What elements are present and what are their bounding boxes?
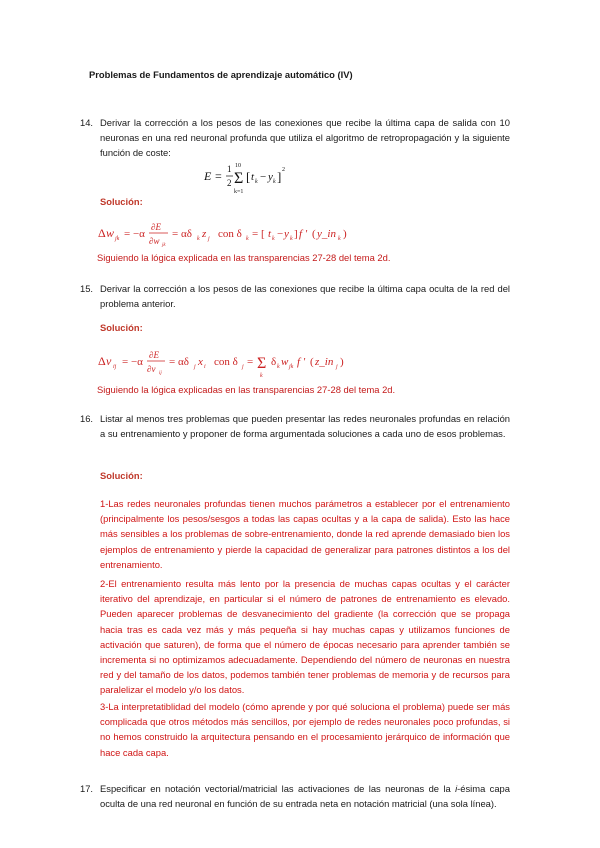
svg-text:z_in: z_in [315, 356, 334, 368]
page-title: Problemas de Fundamentos de aprendizaje automático (IV) [89, 69, 353, 80]
svg-text:]: ] [277, 169, 282, 184]
svg-text:v: v [106, 354, 112, 368]
svg-text:Σ: Σ [234, 170, 244, 187]
problem-14-text: Derivar la corrección a los pesos de las conexiones que recibe la última capa de salida con 10 neuronas en una red neuronal profunda que utiliza el algoritmo de retropropagación y la siguiente función de coste: [100, 117, 510, 159]
svg-text:y: y [284, 228, 289, 240]
problem-14-note: Siguiendo la lógica explicada en las transparencias 27-28 del tema 2d. [97, 252, 391, 263]
svg-text:f ′: f ′ [299, 228, 308, 240]
svg-text:(: ( [310, 356, 314, 368]
svg-text:10: 10 [235, 163, 241, 169]
problem-14-number: 14. [80, 117, 94, 128]
svg-text:= −α: = −α [124, 228, 145, 240]
problem-17-text: Especificar en notación vectorial/matricial las activaciones de las neuronas de la i-ésima capa oculta de una red neuronal en función de su entrada neta en notación matricial (una sola línea). [100, 783, 510, 810]
problem-16-text: Listar al menos tres problemas que pueden presentar las redes neuronales profundas en relación a su entrenamiento y proponer de forma argumentada soluciones a cada uno de esos problemas. [100, 413, 510, 440]
svg-text:δ: δ [271, 356, 277, 368]
svg-text:= αδ: = αδ [172, 228, 192, 240]
svg-text:k: k [290, 236, 293, 242]
svg-text:): ) [340, 356, 344, 368]
svg-text:1: 1 [227, 164, 232, 174]
svg-text:k: k [273, 179, 276, 185]
svg-text:= [: = [ [252, 228, 265, 240]
svg-text:j: j [242, 364, 244, 370]
svg-text:z: z [202, 228, 207, 240]
problem-15-number: 15. [80, 283, 94, 294]
svg-text:): ) [343, 228, 347, 240]
svg-text:E: E [204, 169, 212, 183]
problem-15-text: Derivar la corrección a los pesos de las conexiones que recibe la última capa oculta de la red del problema anterior. [100, 283, 510, 310]
svg-text:= −α: = −α [122, 356, 143, 368]
svg-text:−: − [260, 171, 267, 183]
solution-16-paragraph-2: 2-El entrenamiento resulta más lento por la presencia de muchas capas ocultas y el carácter iterativo del aprendizaje, en particular si el número de patrones de entrenamiento es elevado. Pueden aparecer problemas de desvanecimiento del gradiente (la corrección que se propaga hacia tras es cada vez más y más pequeña si hay muchas capas y utilizamos funciones de activación que saturen), de forma que el número de épocas necesario para aprender también se incrementa si no optimizamos adecuadamente. Dependiendo del número de neuronas en nuestra red y del tamaño de los datos, podemos también tener problemas de memoria y de recursos para paralelizar el modelo y/o los datos. [100, 578, 510, 696]
svg-text:w: w [106, 226, 115, 240]
solution-15-equation [98, 344, 368, 380]
svg-text:Σ: Σ [257, 355, 267, 372]
svg-text:= αδ: = αδ [169, 356, 189, 368]
problem-16-solution-label: Solución: [100, 470, 143, 481]
svg-text:∂E: ∂E [151, 222, 161, 232]
svg-text:k: k [197, 236, 200, 242]
svg-text:j: j [208, 236, 210, 242]
svg-text:y_in: y_in [317, 228, 336, 240]
solution-14-equation [98, 218, 368, 248]
svg-text:k=1: k=1 [234, 189, 244, 195]
svg-text:i: i [204, 364, 206, 370]
svg-text:∂v: ∂v [147, 364, 156, 374]
svg-text:ij: ij [113, 364, 117, 370]
svg-text:2: 2 [282, 167, 285, 173]
svg-text:jk: jk [162, 243, 166, 248]
problem-16-number: 16. [80, 413, 94, 424]
svg-text:k: k [338, 236, 341, 242]
svg-text:k: k [272, 236, 275, 242]
svg-text:j: j [336, 364, 338, 370]
svg-text:con δ: con δ [218, 228, 242, 240]
svg-text:ij: ij [159, 371, 162, 376]
svg-text:∂E: ∂E [149, 350, 159, 360]
solution-16-paragraph-3: 3-La interpretatiblidad del modelo (cómo aprende y por qué soluciona el problema) puede ser más complicada que otros métodos más sencillos, por ejemplo de redes neuronales poco profundas, si no hemos construido la arquitectura pensando en el procesamiento jerárquico de información que hace cada capa. [100, 701, 510, 758]
solution-16-paragraph-1: 1-Las redes neuronales profundas tienen muchos parámetros a establecer por el entrenamiento (principalmente los pesos/sesgos a todas las capas ocultas y a la capa de salida). Esto las hace más sensibles a los problemas de sobre-entrenamiento, donde la red aprende demasiado bien los ejemplos de entrenamiento y pierde la capacidad de generalizar para patrones distintos a los del entrenamiento. [100, 498, 510, 570]
svg-text:∂w: ∂w [149, 236, 160, 246]
svg-text:t: t [268, 228, 272, 240]
svg-text:[: [ [246, 169, 251, 184]
svg-text:=: = [247, 356, 254, 368]
svg-text:k: k [277, 364, 280, 370]
problem-15-note: Siguiendo la lógica explicadas en las transparencias 27-28 del tema 2d. [97, 384, 396, 395]
problem-15-solution-label: Solución: [100, 322, 143, 333]
svg-text:]: ] [294, 228, 298, 240]
svg-text:jk: jk [115, 236, 120, 242]
svg-text:2: 2 [227, 178, 232, 188]
problem-17-number: 17. [80, 783, 94, 794]
cost-function-equation [200, 158, 290, 196]
svg-text:=: = [215, 169, 222, 183]
svg-text:Δ: Δ [98, 226, 106, 240]
problem-14-solution-label: Solución: [100, 196, 143, 207]
svg-text:jk: jk [289, 364, 294, 370]
svg-text:Δ: Δ [98, 354, 106, 368]
svg-text:con δ: con δ [214, 356, 238, 368]
svg-text:w: w [281, 356, 289, 368]
svg-text:k: k [255, 179, 258, 185]
svg-text:j: j [194, 364, 196, 370]
svg-text:k: k [246, 236, 249, 242]
svg-text:−: − [277, 228, 284, 240]
svg-text:f ′: f ′ [297, 356, 306, 368]
svg-text:(: ( [312, 228, 316, 240]
svg-text:x: x [198, 356, 203, 368]
svg-text:k: k [260, 373, 263, 379]
svg-text:y: y [268, 171, 273, 183]
svg-text:t: t [251, 171, 255, 183]
